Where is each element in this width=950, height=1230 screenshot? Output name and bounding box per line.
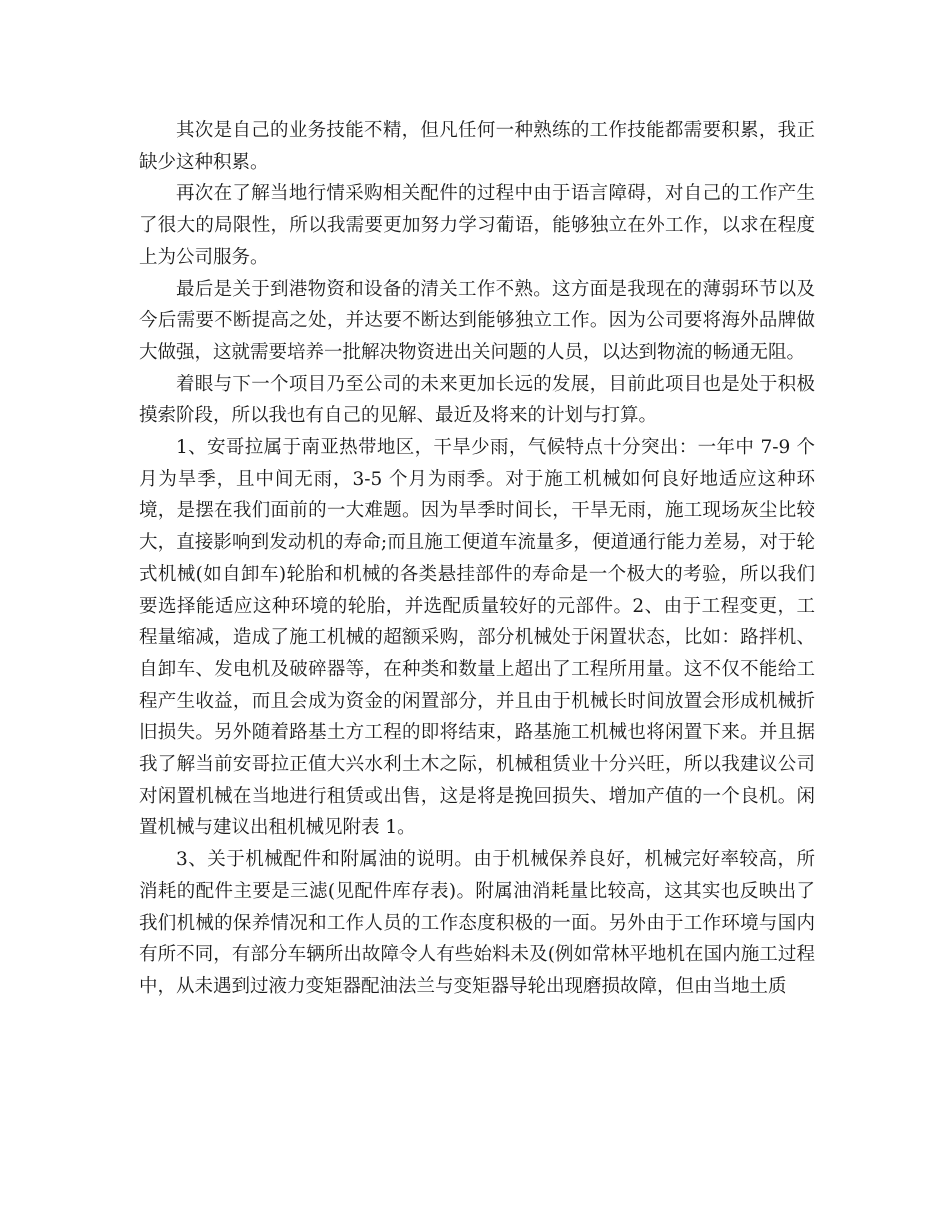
paragraph-4: 着眼与下一个项目乃至公司的未来更加长远的发展，目前此项目也是处于积极摸索阶段，所以我也有自己的见解、最近及将来的计划与打算。 <box>139 373 815 427</box>
paragraph-6: 3、关于机械配件和附属油的说明。由于机械保养良好，机械完好率较高，所消耗的配件主要是三滤(见配件库存表)。附属油消耗量比较高，这其实也反映出了我们机械的保养情况和工作人员的工作态度积极的一面。另外由于工作环境与国内有所不同，有部分车辆所出故障令人有些始料未及(例如常林平地机在国内施工过程中，从未遇到过液力变矩器配油法兰与变矩器导轮出现磨损故障，但由当地土质 <box>139 849 815 997</box>
paragraph-2: 再次在了解当地行情采购相关配件的过程中由于语言障碍，对自己的工作产生了很大的局限性，所以我需要更加努力学习葡语，能够独立在外工作，以求在程度上为公司服务。 <box>139 183 815 268</box>
paragraph-3: 最后是关于到港物资和设备的清关工作不熟。这方面是我现在的薄弱环节以及今后需要不断提高之处，并达要不断达到能够独立工作。因为公司要将海外品牌做大做强，这就需要培养一批解决物资进出关问题的人员，以达到物流的畅通无阻。 <box>139 278 815 363</box>
paragraph-5: 1、安哥拉属于南亚热带地区，干旱少雨，气候特点十分突出：一年中 7-9 个月为旱季，且中间无雨，3-5 个月为雨季。对于施工机械如何良好地适应这种环境，是摆在我们面前的一大难题。因为旱季时间长，干旱无雨，施工现场灰尘比较大，直接影响到发动机的寿命;而且施工便道车流量多，便道通行能力差易，对于轮式机械(如自卸车)轮胎和机械的各类悬挂部件的寿命是一个极大的考验，所以我们要选择能适应这种环境的轮胎，并选配质量较好的元部件。2、由于工程变更，工程量缩减，造成了施工机械的超额采购，部分机械处于闲置状态，比如：路拌机、自卸车、发电机及破碎器等，在种类和数量上超出了工程所用量。这不仅不能给工程产生收益，而且会成为资金的闲置部分，并且由于机械长时间放置会形成机械折旧损失。另外随着路基土方工程的即将结束，路基施工机械也将闲置下来。并且据我了解当前安哥拉正值大兴水利土木之际，机械租赁业十分兴旺，所以我建议公司对闲置机械在当地进行租赁或出售，这是将是挽回损失、增加产值的一个良机。闲置机械与建议出租机械见附表 1。 <box>139 437 815 839</box>
paragraph-1: 其次是自己的业务技能不精，但凡任何一种熟练的工作技能都需要积累，我正缺少这种积累。 <box>139 120 815 173</box>
document-body <box>139 115 815 1003</box>
